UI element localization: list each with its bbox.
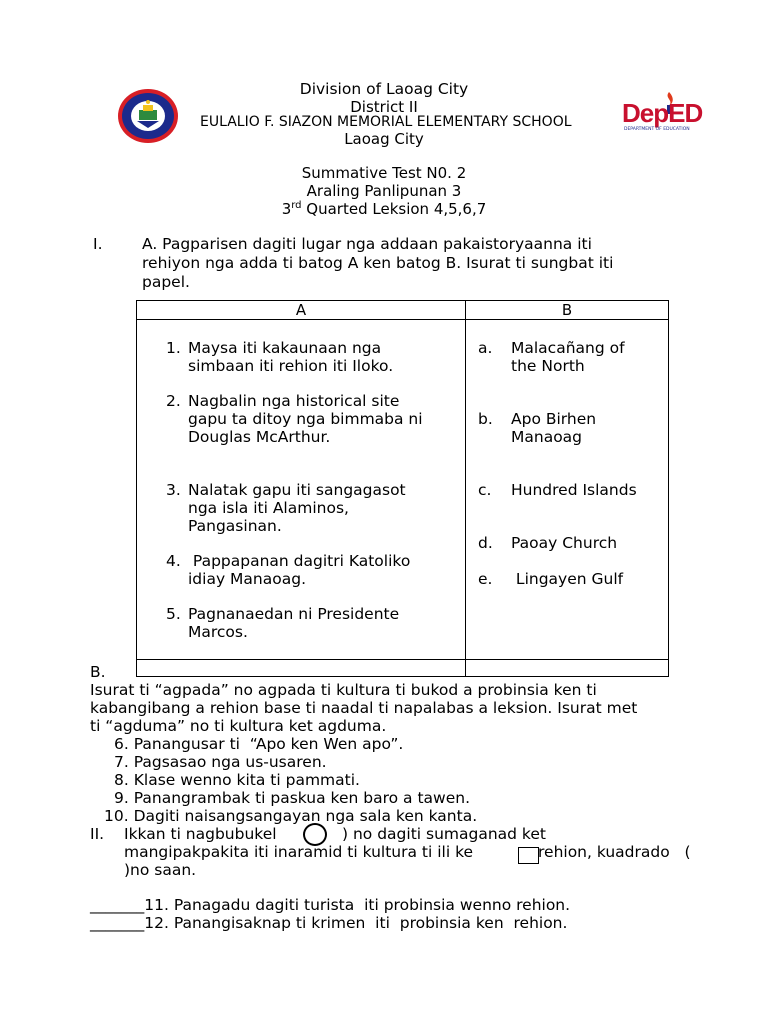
part1-instr-line-1: A. Pagparisen dagiti lugar nga addaan pakaistoryaanna iti — [142, 235, 592, 253]
quarter-line — [0, 200, 768, 218]
column-a-item: 4. Pappapanan dagitri Katoliko idiay Manaoag. — [166, 552, 411, 588]
column-b-item: a. Malacañang of the North — [478, 339, 625, 375]
partB-instr-line-3: ti “agduma” no ti kultura ket agduma. — [90, 717, 387, 735]
partB-item: 9. Panangrambak ti paskua ken baro a tawen. — [114, 789, 471, 807]
part2-item: _______12. Panangisaknap ti krimen iti probinsia ken rehion. — [90, 914, 568, 932]
square-symbol-icon — [518, 847, 539, 864]
quarter-suffix: rd — [291, 200, 302, 211]
column-a-header: A — [137, 301, 466, 320]
school-name: EULALIO F. SIAZON MEMORIAL ELEMENTARY SCHOOL — [200, 114, 572, 130]
column-b-item: c. Hundred Islands — [478, 481, 637, 499]
table-empty-cell — [466, 660, 669, 677]
partB-label: B. — [90, 663, 106, 681]
part2-line-1a: Ikkan ti nagbubukel — [124, 825, 277, 843]
part2-line-2b: rehion, kuadrado ( — [538, 843, 691, 861]
part2-line-2a: mangipakpakita iti inaramid ti kultura ti ili ke — [124, 843, 474, 861]
answer-blank: _______ — [90, 896, 145, 914]
table-empty-cell — [137, 660, 466, 677]
column-a-item: 3. Nalatak gapu iti sangagasot nga isla iti Alaminos, Pangasinan. — [166, 481, 406, 535]
partB-instr-line-2: kabangibang a rehion base ti naadal ti napalabas a leksion. Isurat met — [90, 699, 638, 717]
test-title: Summative Test N0. 2 — [301, 164, 467, 182]
column-a-item: 1. Maysa iti kakaunaan nga simbaan iti rehion iti Iloko. — [166, 339, 394, 375]
district-line: District II — [350, 98, 418, 116]
column-b-item: d. Paoay Church — [478, 534, 618, 552]
partB-item: 10. Dagiti naisangsangayan nga sala ken kanta. — [104, 807, 478, 825]
column-b-item: b. Apo Birhen Manaoag — [478, 410, 597, 446]
division-line: Division of Laoag City — [299, 80, 469, 98]
part2-numeral: II. — [90, 825, 105, 843]
part1-numeral: I. — [93, 235, 103, 253]
column-a-item: 5. Pagnanaedan ni Presidente Marcos. — [166, 605, 400, 641]
part1-instr-line-2: rehiyon nga adda ti batog A ken batog B. Isurat ti sungbat iti — [142, 254, 614, 272]
answer-blank: _______ — [90, 914, 145, 932]
partB-item: 8. Klase wenno kita ti pammati. — [114, 771, 360, 789]
part2-line-1b: ) no dagiti sumaganad ket — [342, 825, 546, 843]
partB-instr-line-1: Isurat ti “agpada” no agpada ti kultura ti bukod a probinsia ken ti — [90, 681, 597, 699]
column-b-cell — [466, 320, 669, 660]
column-b-header: B — [466, 301, 669, 320]
part2-item: _______11. Panagadu dagiti turista iti probinsia wenno rehion. — [90, 896, 571, 914]
column-b-item: e. Lingayen Gulf — [478, 570, 624, 588]
subject-line: Araling Panlipunan 3 — [306, 182, 462, 200]
city-line: Laoag City — [344, 130, 424, 148]
quarter-rest: Quarted Leksion 4,5,6,7 — [301, 200, 487, 218]
matching-table — [136, 300, 669, 677]
deped-logo-text: DepED — [622, 98, 703, 128]
quarter-number: 3 — [281, 200, 292, 218]
column-a-item: 2. Nagbalin nga historical site gapu ta ditoy nga bimmaba ni Douglas McArthur. — [166, 392, 423, 446]
deped-logo-subtext: DEPARTMENT OF EDUCATION — [624, 127, 690, 132]
column-a-cell — [137, 320, 466, 660]
partB-item: 6. Panangusar ti “Apo ken Wen apo”. — [114, 735, 404, 753]
part1-instr-line-3: papel. — [142, 273, 190, 291]
part2-line-3: )no saan. — [124, 861, 197, 879]
partB-item: 7. Pagsasao nga us-usaren. — [114, 753, 327, 771]
